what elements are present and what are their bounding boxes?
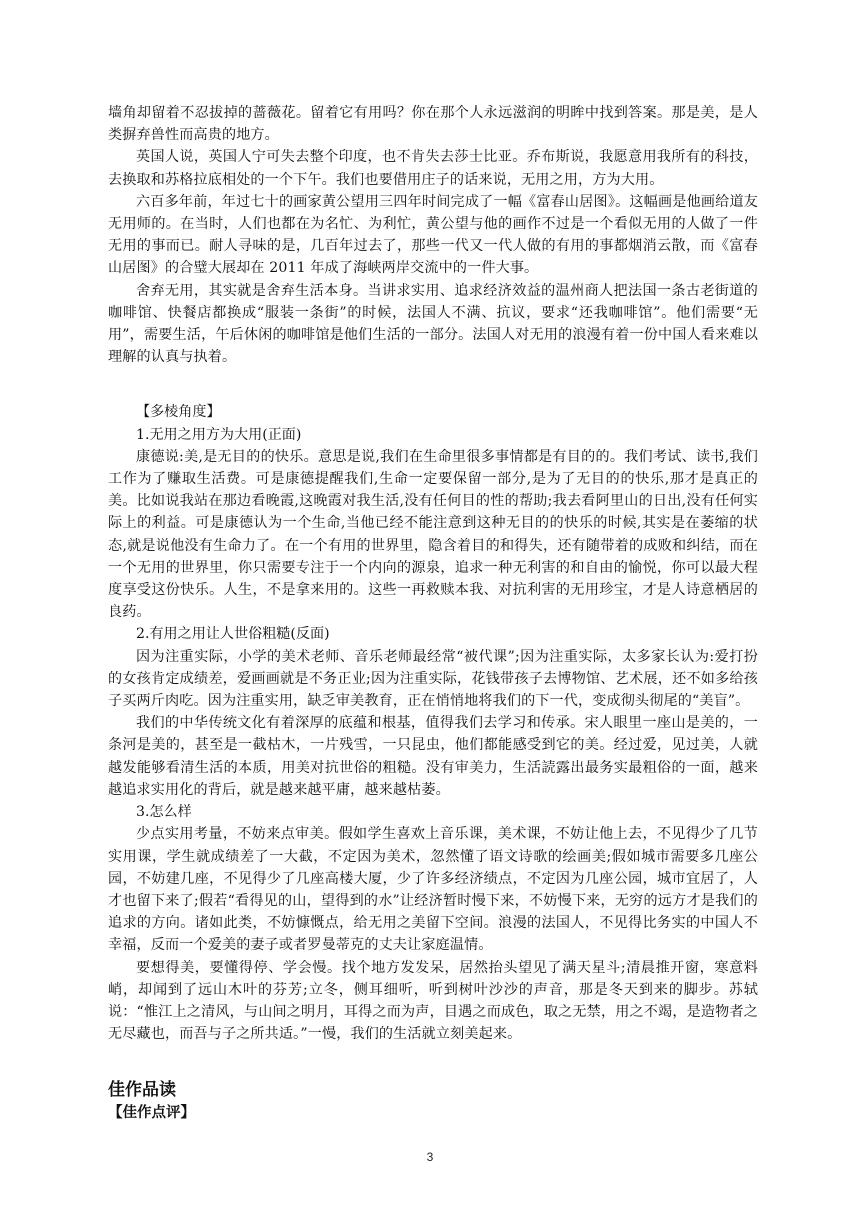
heading-fine-works: 佳作品读 — [108, 1080, 176, 1101]
paragraph-practical-focus: 因为注重实际，小学的美术老师、音乐老师最经常“被代课”;因为注重实际，太多家长认为:爱打扮的女孩肯定成绩差，爱画画就是不务正业;因为注重实际，花钱带孩子去博物馆、艺术展，还不如多给孩子买两斤肉吃。因为注重实用，缺乏审美教育，正在悄悄地将我们的下一代，变成彻头彻尾的“美盲”。 — [108, 648, 758, 710]
heading-fine-works-comment: 【佳作点评】 — [108, 1105, 195, 1122]
paragraph-fuchun-painting: 六百多年前，年过七十的画家黄公望用三四年时间完成了一幅《富春山居图》。这幅画是他画给道友无用师的。在当时，人们也都在为名忙、为利忙，黄公望与他的画作不过是一个看似无用的人做了一件无用的事而已。耐人寻味的是，几百年过去了，那些一代又一代人做的有用的事都烟消云散，而《富春山居图》的合璧大展却在 2011 年成了海峡两岸交流中的一件大事。 — [108, 193, 758, 277]
paragraph-less-practical: 少点实用考量，不妨来点审美。假如学生喜欢上音乐课，美术课，不妨让他上去，不见得少了几节实用课，学生就成绩差了一大截，不定因为美术，忽然懂了语文诗歌的绘画美;假如城市需要多几座公园，不妨建几座，不见得少了几座高楼大厦，少了许多经济绩点，不定因为几座公园，城市宜居了，人才也留下来了;假若“看得见的山，望得到的水”让经济暂时慢下来，不妨慢下来，无穷的远方才是我们的追求的方向。诸如此类，不妨慷慨点，给无用之美留下空间。浪漫的法国人，不见得比务实的中国人不幸福，反而一个爱美的妻子或者罗曼蒂克的丈夫让家庭温情。 — [108, 826, 758, 954]
subsection-title-positive: 1.无用之用方为大用(正面) — [136, 426, 302, 443]
paragraph-kant: 康德说:美,是无目的的快乐。意思是说,我们在生命里很多事情都是有目的的。我们考试、读书,我们工作为了赚取生活费。可是康德提醒我们,生命一定要保留一部分,是为了无目的的快乐,那才是真正的美。比如说我站在那边看晚霞,这晚霞对我生活,没有任何目的性的帮助;我去看阿里山的日出,没有任何实际上的利益。可是康德认为一个生命,当他已经不能注意到这种无目的的快乐的时候,其实是在萎缩的状态,就是说他没有生命力了。在一个有用的世界里，隐含着目的和得失，还有随带着的成败和纠结，而在一个无用的世界里，你只需要专注于一个内向的源泉，追求一种无利害的和自由的愉悦，你可以最大程度享受这份快乐。人生，不是拿来用的。这些一再救赎本我、对抗利害的无用珍宝，才是人诗意栖居的良药。 — [108, 448, 758, 621]
document-body — [108, 102, 758, 1124]
subsection-title-how: 3.怎么样 — [136, 804, 192, 821]
subsection-title-negative: 2.有用之用让人世俗粗糙(反面) — [136, 626, 330, 643]
paragraph-chinese-tradition: 我们的中华传统文化有着深厚的底蕴和根基，值得我们去学习和传承。宋人眼里一座山是美的，一条河是美的，甚至是一截枯木，一片残雪，一只昆虫，他们都能感受到它的美。经过爱，见过美，人就越发能够看清生活的本质，用美对抗世俗的粗糙。没有审美力，生活読露出最务实最粗俗的一面，越来越追求实用化的背后，就是越来越平庸，越来越枯萎。 — [108, 715, 758, 798]
spacer — [108, 368, 758, 401]
paragraph-roses: 墙角却留着不忍拔掉的蔷薇花。留着它有用吗？你在那个人永远滋润的明眸中找到答案。那是美，是人类摒弃兽性而高贵的地方。 — [108, 105, 758, 144]
section-title-perspectives: 【多棱角度】 — [136, 404, 221, 421]
paragraph-shakespeare: 英国人说，英国人宁可失去整个印度，也不肯失去莎士比亚。乔布斯说，我愿意用我所有的科技，去换取和苏格拉底相处的一个下午。我们也要借用庄子的话来说，无用之用，方为大用。 — [108, 149, 758, 188]
paragraph-french-cafe: 舍弃无用，其实就是舍弃生活本身。当讲求实用、追求经济效益的温州商人把法国一条古老街道的咖啡馆、快餐店都换成“服装一条街”的时候，法国人不满、抗议，要求“还我咖啡馆”。他们需要“无用”，需要生活，午后休闲的咖啡馆是他们生活的一部分。法国人对无用的浪漫有着一份中国人看来难以理解的认真与执着。 — [108, 282, 758, 366]
spacer — [108, 1045, 758, 1078]
page-number: 3 — [426, 1150, 434, 1164]
paragraph-slow-down: 要想得美，要懂得停、学会慢。找个地方发发呆，居然抬头望见了满天星斗;清晨推开窗，寒意料峭，却闻到了远山木叶的芬芳;立冬，侧耳细听，听到树叶沙沙的声音，那是冬天到来的脚步。苏轼说：“惟江上之清风，与山间之明月，耳得之而为声，目遇之而成色，取之无禁，用之不竭，是造物者之无尽藏也，而吾与子之所共适。”一慢，我们的生活就立刻美起来。 — [108, 959, 758, 1043]
